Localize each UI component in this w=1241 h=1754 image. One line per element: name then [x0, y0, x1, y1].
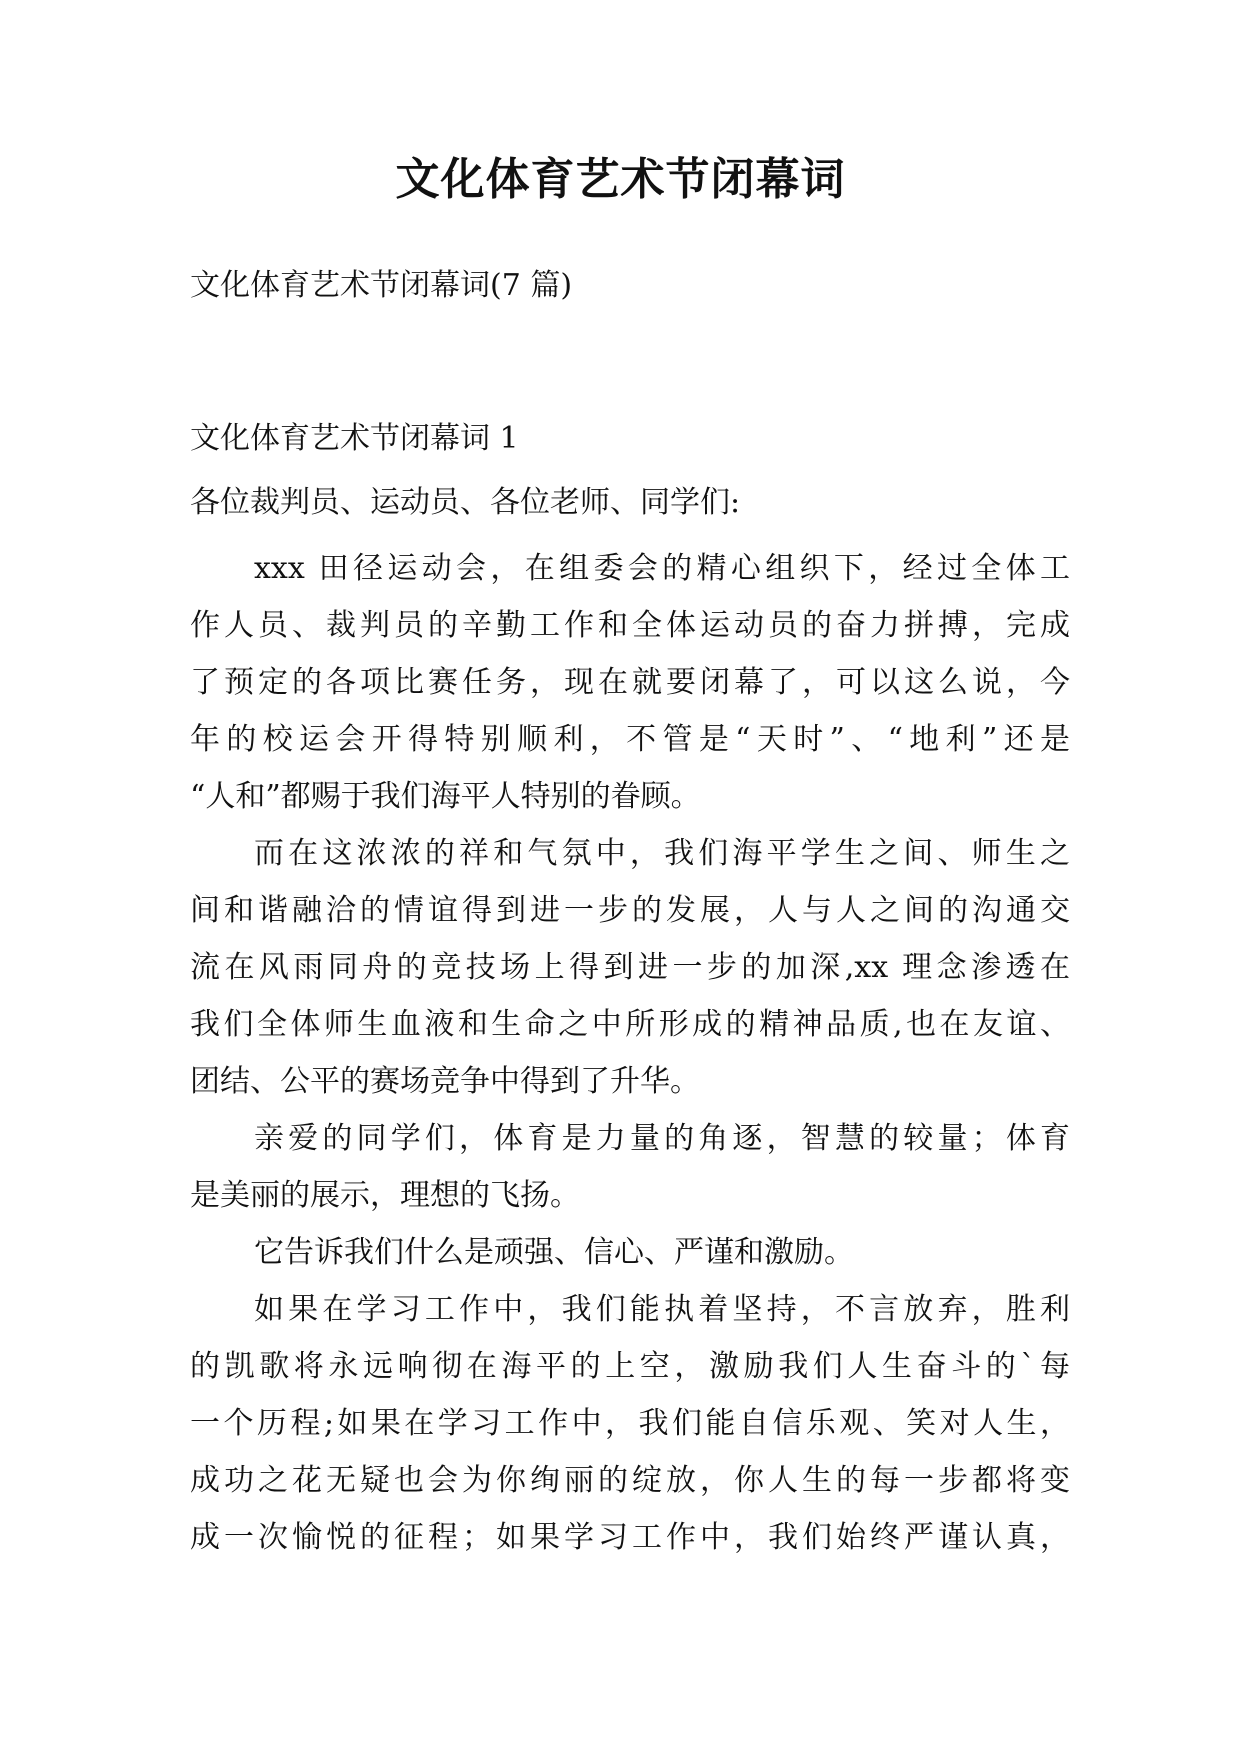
paragraph-line: 它告诉我们什么是顽强、信心、严谨和激励。	[254, 1235, 854, 1270]
paragraph-line: 的凯歌将永远响彻在海平的上空，激励我们人生奋斗的`每	[190, 1349, 1070, 1384]
paragraph-line: 团结、公平的赛场竞争中得到了升华。	[190, 1064, 700, 1099]
paragraph	[190, 1110, 1070, 1224]
paragraph-line: 年的校运会开得特别顺利，不管是“天时”、“地利”还是	[190, 722, 1070, 757]
paragraph-line: 成功之花无疑也会为你绚丽的绽放，你人生的每一步都将变	[190, 1463, 1070, 1498]
paragraph-line: 作人员、裁判员的辛勤工作和全体运动员的奋力拼搏，完成	[190, 608, 1070, 643]
paragraph-line: 了预定的各项比赛任务，现在就要闭幕了，可以这么说，今	[190, 665, 1070, 700]
document-subtitle: 文化体育艺术节闭幕词(7 篇)	[190, 268, 573, 303]
document-body	[190, 410, 1070, 1566]
paragraph	[190, 1224, 1070, 1281]
paragraph-line: xxx 田径运动会，在组委会的精心组织下，经过全体工	[254, 551, 1070, 586]
paragraph-line: 如果在学习工作中，我们能执着坚持，不言放弃，胜利	[254, 1292, 1070, 1327]
paragraph-line: 而在这浓浓的祥和气氛中，我们海平学生之间、师生之	[254, 836, 1070, 871]
document-title: 文化体育艺术节闭幕词	[395, 154, 846, 205]
paragraph-line: 亲爱的同学们，体育是力量的角逐，智慧的较量；体育	[254, 1121, 1070, 1156]
paragraph-line: 成一次愉悦的征程；如果学习工作中，我们始终严谨认真，	[190, 1520, 1070, 1555]
paragraph	[190, 825, 1070, 1110]
salutation: 各位裁判员、运动员、各位老师、同学们:	[190, 485, 741, 520]
paragraph-line: 一个历程;如果在学习工作中，我们能自信乐观、笑对人生，	[190, 1406, 1070, 1441]
paragraph-line: 是美丽的展示，理想的飞扬。	[190, 1178, 580, 1213]
paragraph	[190, 540, 1070, 825]
paragraph-line: 流在风雨同舟的竞技场上得到进一步的加深,xx 理念渗透在	[190, 950, 1070, 985]
paragraph-line: 我们全体师生血液和生命之中所形成的精神品质,也在友谊、	[190, 1007, 1070, 1042]
paragraph-line: 间和谐融洽的情谊得到进一步的发展，人与人之间的沟通交	[190, 893, 1070, 928]
section-heading: 文化体育艺术节闭幕词 1	[190, 421, 519, 456]
paragraph-line: “人和”都赐于我们海平人特别的眷顾。	[190, 779, 701, 814]
paragraph	[190, 1281, 1070, 1566]
